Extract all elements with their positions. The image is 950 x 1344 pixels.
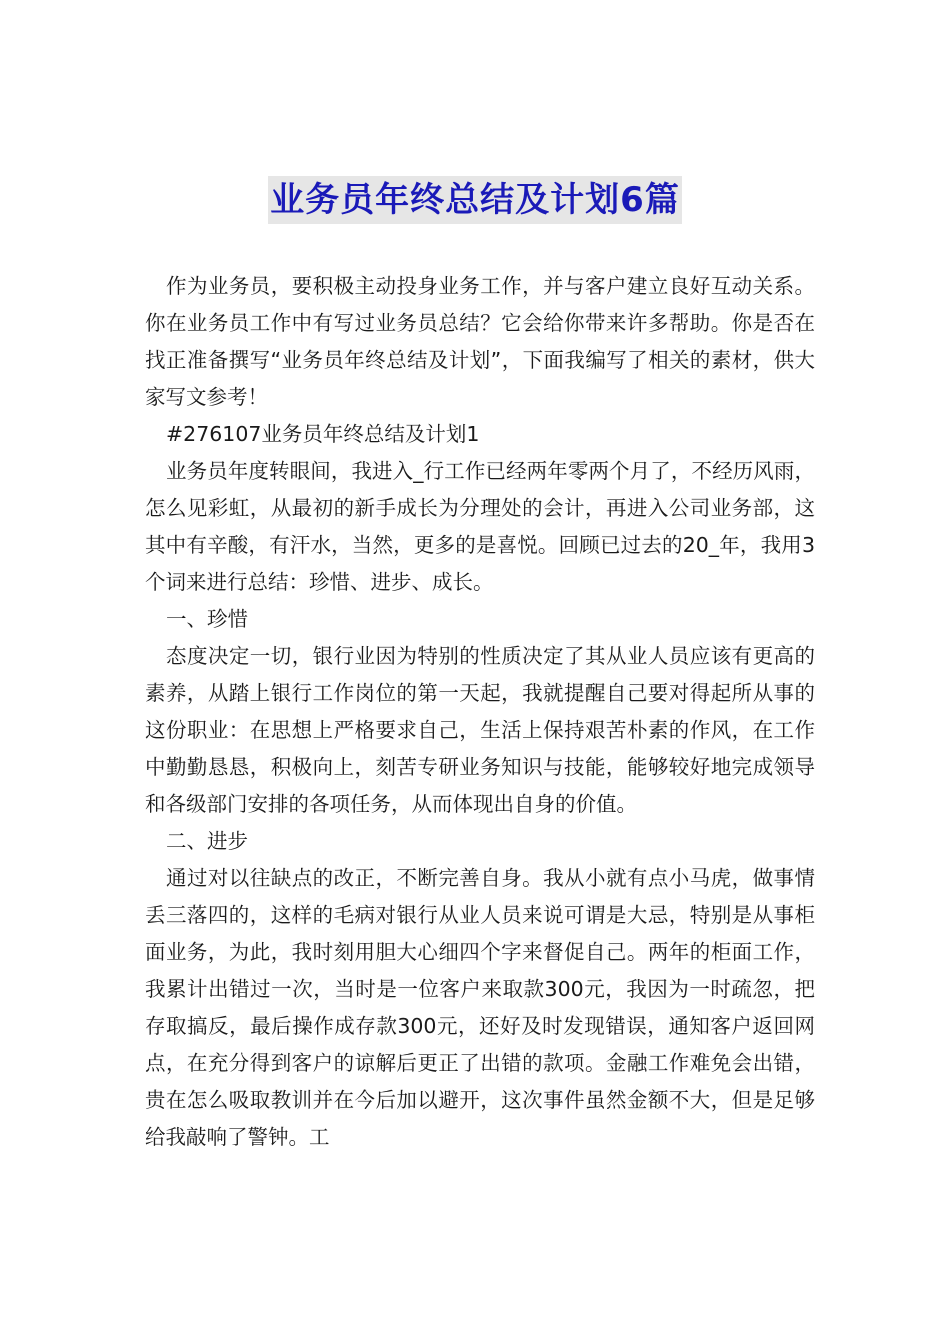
title-container xyxy=(0,176,950,224)
paragraph-subheading: #276107业务员年终总结及计划1 xyxy=(166,422,480,446)
paragraph-review: 业务员年度转眼间，我进入_行工作已经两年零两个月了，不经历风雨，怎么见彩虹，从最初的新手成长为分理处的会计，再进入公司业务部，这其中有辛酸，有汗水，当然，更多的是喜悦。回顾已过去的20_年，我用3个词来进行总结：珍惜、进步、成长。 xyxy=(145,459,815,594)
paragraph-progress: 通过对以往缺点的改正，不断完善自身。我从小就有点小马虎，做事情丢三落四的，这样的毛病对银行从业人员来说可谓是大忌，特别是从事柜面业务，为此，我时刻用胆大心细四个字来督促自己。两年的柜面工作，我累计出错过一次，当时是一位客户来取款300元，我因为一时疏忽，把存取搞反，最后操作成存款300元，还好及时发现错误，通知客户返回网点，在充分得到客户的谅解后更正了出错的款项。金融工作难免会出错，贵在怎么吸取教训并在今后加以避开，这次事件虽然金额不大，但是足够给我敲响了警钟。工 xyxy=(145,866,815,1149)
paragraph-cherish: 态度决定一切，银行业因为特别的性质决定了其从业人员应该有更高的素养，从踏上银行工作岗位的第一天起，我就提醒自己要对得起所从事的这份职业：在思想上严格要求自己，生活上保持艰苦朴素的作风，在工作中勤勤恳恳，积极向上，刻苦专研业务知识与技能，能够较好地完成领导和各级部门安排的各项任务，从而体现出自身的价值。 xyxy=(145,644,815,816)
section-heading-cherish: 一、珍惜 xyxy=(166,607,248,631)
paragraph-intro: 作为业务员，要积极主动投身业务工作，并与客户建立良好互动关系。你在业务员工作中有写过业务员总结？它会给你带来许多帮助。你是否在找正准备撰写“业务员年终总结及计划”，下面我编写了相关的素材，供大家写文参考！ xyxy=(145,274,815,409)
document-title: 业务员年终总结及计划6篇 xyxy=(268,176,682,224)
document-body xyxy=(145,268,815,1156)
section-heading-progress: 二、进步 xyxy=(166,829,248,853)
